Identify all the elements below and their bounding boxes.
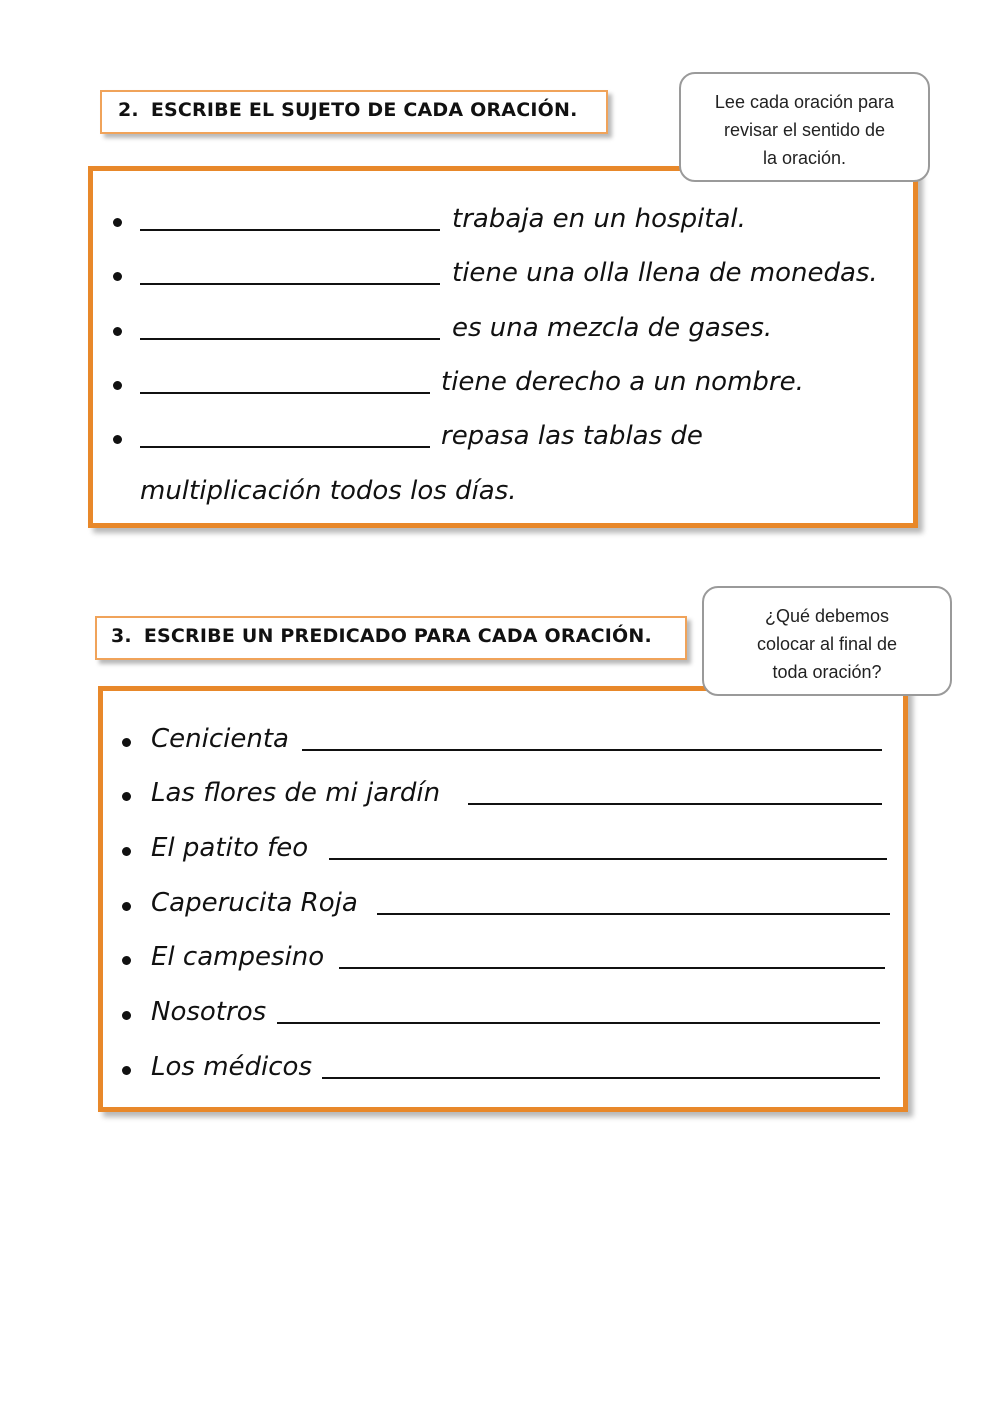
sentence-subject-7: Los médicos: [151, 1052, 313, 1082]
sentence-subject-4: Caperucita Roja: [151, 888, 358, 918]
sentence-continuation: multiplicación todos los días.: [140, 476, 517, 506]
hint-line-3: la oración.: [762, 148, 847, 168]
subject-blank-2[interactable]: [140, 283, 440, 285]
section-2-number: 2.: [118, 99, 139, 121]
predicate-blank-7[interactable]: [322, 1077, 880, 1079]
predicate-blank-4[interactable]: [377, 913, 890, 915]
section-3-heading: ESCRIBE UN PREDICADO PARA CADA ORACIÓN.: [143, 625, 652, 647]
predicate-blank-5[interactable]: [339, 967, 885, 969]
predicate-blank-3[interactable]: [329, 858, 887, 860]
section-3-title: [95, 616, 687, 660]
hint-line-1: Lee cada oración para: [714, 92, 895, 112]
predicate-blank-6[interactable]: [277, 1022, 880, 1024]
sentence-predicate-1: trabaja en un hospital.: [452, 204, 746, 234]
bullet: [113, 272, 122, 281]
hint-line-2: colocar al final de: [756, 634, 898, 654]
subject-blank-5[interactable]: [140, 446, 430, 448]
section-2-hint-note: [679, 72, 930, 182]
sentence-subject-1: Cenicienta: [151, 724, 289, 754]
hint-line-1: ¿Qué debemos: [764, 606, 890, 626]
bullet: [113, 327, 122, 336]
sentence-predicate-3: es una mezcla de gases.: [452, 313, 773, 343]
sentence-predicate-2: tiene una olla llena de monedas.: [452, 258, 878, 288]
hint-line-3: toda oración?: [772, 662, 882, 682]
bullet: [122, 792, 131, 801]
section-3-hint-note: [702, 586, 952, 696]
hint-line-2: revisar el sentido de: [723, 120, 886, 140]
sentence-predicate-4: tiene derecho a un nombre.: [441, 367, 804, 397]
bullet: [122, 738, 131, 747]
section-3-number: 3.: [111, 625, 132, 647]
sentence-subject-6: Nosotros: [151, 997, 267, 1027]
predicate-blank-1[interactable]: [302, 749, 882, 751]
bullet: [122, 1011, 131, 1020]
bullet: [113, 381, 122, 390]
section-2-heading: ESCRIBE EL SUJETO DE CADA ORACIÓN.: [150, 99, 578, 121]
sentence-predicate-5: repasa las tablas de: [441, 421, 703, 451]
bullet: [113, 218, 122, 227]
subject-blank-1[interactable]: [140, 229, 440, 231]
sentence-subject-3: El patito feo: [151, 833, 309, 863]
subject-blank-3[interactable]: [140, 338, 440, 340]
bullet: [122, 1066, 131, 1075]
bullet: [122, 956, 131, 965]
sentence-subject-2: Las flores de mi jardín: [151, 778, 441, 808]
section-2-title: [100, 90, 608, 134]
sentence-subject-5: El campesino: [151, 942, 325, 972]
bullet: [122, 847, 131, 856]
bullet: [122, 902, 131, 911]
bullet: [113, 435, 122, 444]
subject-blank-4[interactable]: [140, 392, 430, 394]
predicate-blank-2[interactable]: [468, 803, 882, 805]
